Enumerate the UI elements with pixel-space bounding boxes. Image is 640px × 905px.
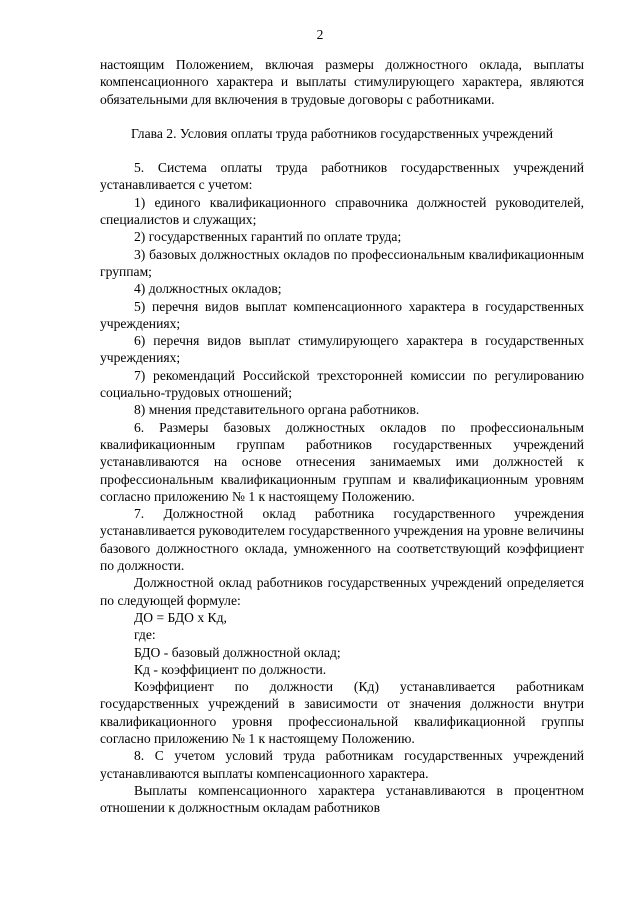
list-item-1: 1) единого квалификационного справочника должностей руководителей, специалистов и служащих; xyxy=(100,194,584,228)
list-item-2: 2) государственных гарантий по оплате труда; xyxy=(134,229,402,245)
formula-intro: Должностной оклад работников государственных учреждений определяется по следующей формуле: xyxy=(100,575,584,608)
list-item-8: 8) мнения представительного органа работников. xyxy=(134,402,420,418)
list-item-4: 4) должностных окладов; xyxy=(134,281,282,297)
formula: ДО = БДО х Кд, xyxy=(134,609,227,625)
paragraph-5: 5. Система оплаты труда работников государственных учреждений устанавливается с учетом: xyxy=(100,160,584,193)
list-item-6: 6) перечня видов выплат стимулирующего характера в государственных учреждениях; xyxy=(100,333,584,366)
list-item-5: 5) перечня видов выплат компенсационного характера в государственных учреждениях; xyxy=(100,298,584,331)
definition-kd: Кд - коэффициент по должности. xyxy=(134,661,327,677)
intro-paragraph: настоящим Положением, включая размеры должностного оклада, выплаты компенсационного характера и выплаты стимулирующего характера, являются обязательными для включения в трудовые договоры с работниками. xyxy=(100,57,584,107)
list-item-3: 3) базовых должностных окладов по профессиональным квалификационным группам; xyxy=(100,246,584,279)
formula-where: где: xyxy=(134,627,156,643)
coefficient-paragraph: Коэффициент по должности (Кд) устанавливается работникам государственных учреждений в зависимости от значения должности внутри квалификационного уровня профессиональной квалификационной группы согласно приложению № 1 к настоящему Положению. xyxy=(100,679,584,746)
chapter-heading: Глава 2. Условия оплаты труда работников государственных учреждений xyxy=(130,125,554,141)
page-number: 2 xyxy=(316,27,324,42)
paragraph-7: 7. Должностной оклад работника государственного учреждения устанавливается руководителем государственного учреждения на уровне величины базового должностного оклада, умноженного на соответствующий коэффициент по должности. xyxy=(100,506,584,574)
list-item-7: 7) рекомендаций Российской трехсторонней комиссии по регулированию социально-трудовых отношений; xyxy=(100,367,584,401)
paragraph-8: 8. С учетом условий труда работникам государственных учреждений устанавливаются выплаты компенсационного характера. xyxy=(100,748,584,781)
document-body xyxy=(100,56,584,816)
definition-bdo: БДО - базовый должностной оклад; xyxy=(134,644,341,660)
paragraph-8-continued: Выплаты компенсационного характера устанавливаются в процентном отношении к должностным окладам работников xyxy=(100,782,584,816)
paragraph-6: 6. Размеры базовых должностных окладов по профессиональным квалификационным группам работников государственных учреждений устанавливаются на основе отнесения занимаемых ими должностей к профессиональным квалификационным группам и квалификационным уровням согласно приложению № 1 к настоящему Положению. xyxy=(100,419,584,504)
